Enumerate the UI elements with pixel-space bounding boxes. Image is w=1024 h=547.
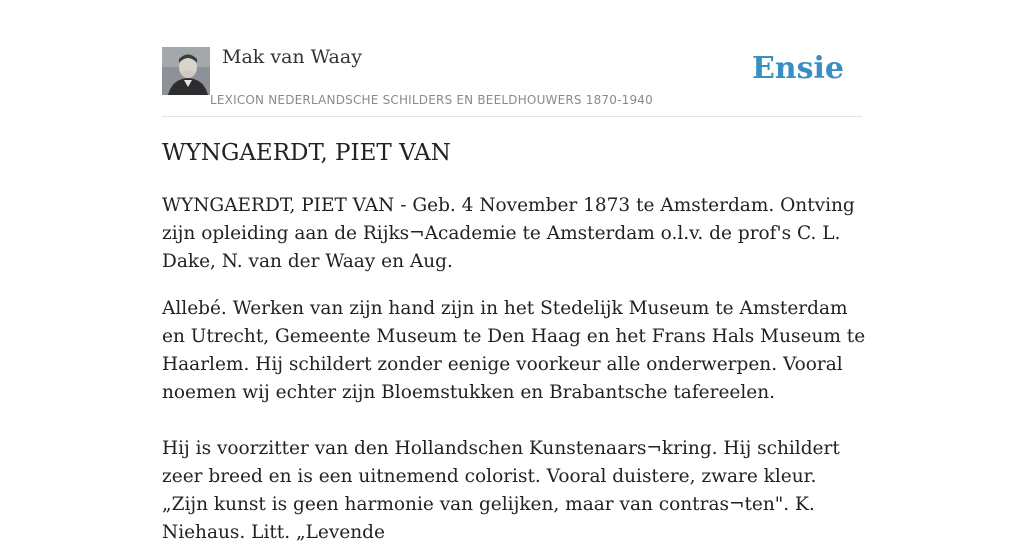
author-name[interactable]: Mak van Waay (222, 46, 362, 68)
article-page (162, 0, 866, 543)
author-portrait-icon (162, 47, 210, 95)
source-lexicon-link[interactable]: LEXICON NEDERLANDSCHE SCHILDERS EN BEELDHOUWERS 1870-1940 (210, 93, 653, 107)
avatar[interactable] (162, 47, 210, 95)
article-paragraph-3: Hij is voorzitter van den Hollandschen Kunstenaars¬kring. Hij schildert zeer breed en is een uitnemend colorist. Vooral duistere, zware kleur. „Zijn kunst is geen harmonie van gelijken, maar van contras¬ten". K. Niehaus. Litt. „Levende (162, 438, 840, 543)
ensie-logo[interactable]: Ensie (751, 51, 844, 86)
article-paragraph-2: Allebé. Werken van zijn hand zijn in het Stedelijk Museum te Amsterdam en Utrecht, Gemeente Museum te Den Haag en het Frans Hals Museum te Haarlem. Hij schildert zonder eenige voorkeur alle onderwerpen. Vooral noemen wij echter zijn Bloemstukken en Brabantsche tafereelen. (162, 298, 866, 403)
article-paragraph-1: WYNGAERDT, PIET VAN - Geb. 4 November 1873 te Amsterdam. Ontving zijn opleiding aan de Rijks¬Academie te Amsterdam o.l.v. de prof's C. L. Dake, N. van der Waay en Aug. (162, 195, 855, 272)
article-header (162, 0, 862, 117)
page-title: WYNGAERDT, PIET VAN (162, 140, 451, 166)
